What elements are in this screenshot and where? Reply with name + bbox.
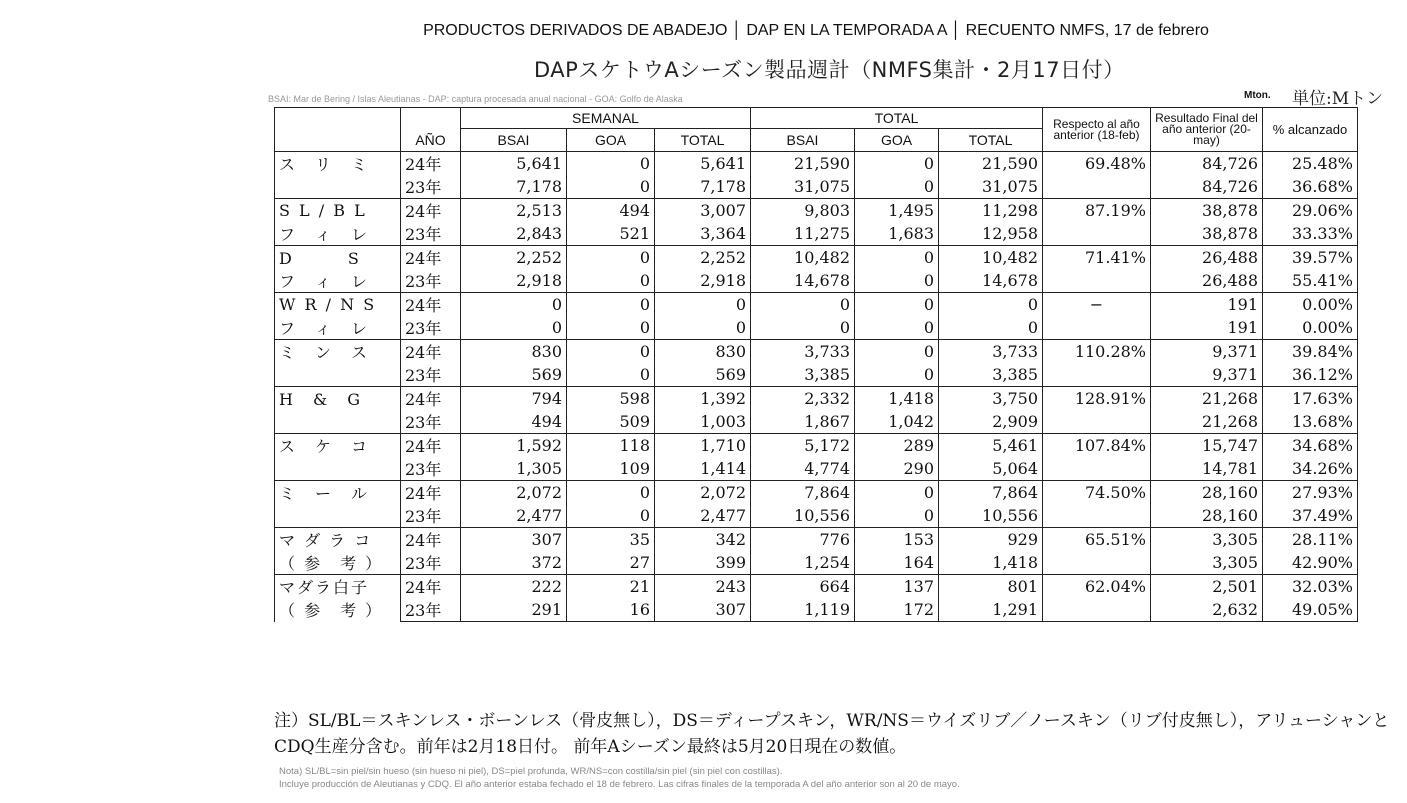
value-cell-tb: 2,332 — [751, 387, 855, 411]
value-cell-pct: 42.90% — [1263, 551, 1358, 575]
header-weekly-total: TOTAL — [655, 129, 751, 152]
note-spanish-line-2: Incluye producción de Aleutianas y CDQ. El año anterior estaba fechado el 18 de febrero. Las cifras finales de la temporada A del año anterior son al 20 de mayo. — [279, 779, 960, 790]
value-cell-tb: 776 — [751, 528, 855, 552]
value-cell-pct: 36.68% — [1263, 175, 1358, 199]
table-row — [275, 504, 1358, 528]
table-row — [275, 481, 1358, 505]
value-cell-wb: 222 — [461, 575, 567, 599]
value-cell-wt: 1,392 — [655, 387, 751, 411]
value-cell-fin: 15,747 — [1151, 434, 1263, 458]
value-cell-wg: 598 — [567, 387, 655, 411]
value-cell-wg: 21 — [567, 575, 655, 599]
value-cell-prev — [1043, 504, 1151, 528]
value-cell-wt: 307 — [655, 598, 751, 622]
product-jp-cell: （ 参 考 ） — [275, 551, 401, 575]
value-cell-tb: 10,482 — [751, 246, 855, 270]
value-cell-pct: 17.63% — [1263, 387, 1358, 411]
table-row — [275, 293, 1358, 317]
value-cell-tg: 172 — [855, 598, 939, 622]
header-total-goa: GOA — [855, 129, 939, 152]
value-cell-tg: 0 — [855, 363, 939, 387]
value-cell-wt: 569 — [655, 363, 751, 387]
table-row — [275, 551, 1358, 575]
value-cell-tt: 12,958 — [939, 222, 1043, 246]
value-cell-pct: 0.00% — [1263, 293, 1358, 317]
note-spanish — [279, 765, 960, 791]
value-cell-wg: 0 — [567, 481, 655, 505]
note-spanish-line-1: Nota) SL/BL=sin piel/sin hueso (sin hueso ni piel), DS=piel profunda, WR/NS=con costilla/sin piel (sin piel con costillas). — [279, 766, 783, 777]
value-cell-tb: 3,733 — [751, 340, 855, 364]
header-weekly: SEMANAL — [461, 108, 751, 129]
year-cell: 24年 — [401, 434, 461, 458]
value-cell-prev — [1043, 551, 1151, 575]
value-cell-wb: 7,178 — [461, 175, 567, 199]
header-prev-final: Resultado Final del año anterior (20-may) — [1151, 108, 1263, 152]
value-cell-wg: 509 — [567, 410, 655, 434]
value-cell-wt: 1,003 — [655, 410, 751, 434]
product-jp-cell: マダラ白子 — [275, 575, 401, 599]
value-cell-tg: 290 — [855, 457, 939, 481]
value-cell-fin: 28,160 — [1151, 504, 1263, 528]
value-cell-prev — [1043, 363, 1151, 387]
value-cell-tg: 164 — [855, 551, 939, 575]
value-cell-tg: 1,495 — [855, 199, 939, 223]
value-cell-tt: 801 — [939, 575, 1043, 599]
value-cell-wt: 3,007 — [655, 199, 751, 223]
title-spanish: PRODUCTOS DERIVADOS DE ABADEJO │ DAP EN LA TEMPORADA A │ RECUENTO NMFS, 17 de febrero — [423, 22, 1209, 39]
value-cell-wg: 0 — [567, 175, 655, 199]
value-cell-tb: 3,385 — [751, 363, 855, 387]
product-jp-cell: マ ダ ラ コ — [275, 528, 401, 552]
value-cell-tg: 1,683 — [855, 222, 939, 246]
value-cell-fin: 3,305 — [1151, 528, 1263, 552]
value-cell-wb: 494 — [461, 410, 567, 434]
value-cell-tb: 11,275 — [751, 222, 855, 246]
value-cell-tt: 1,291 — [939, 598, 1043, 622]
value-cell-prev — [1043, 457, 1151, 481]
value-cell-wt: 0 — [655, 293, 751, 317]
value-cell-fin: 191 — [1151, 316, 1263, 340]
year-cell: 23年 — [401, 457, 461, 481]
value-cell-prev: 69.48% — [1043, 152, 1151, 176]
product-jp-cell — [275, 363, 401, 387]
value-cell-prev: 62.04% — [1043, 575, 1151, 599]
table-row — [275, 575, 1358, 599]
year-cell: 23年 — [401, 598, 461, 622]
value-cell-wg: 35 — [567, 528, 655, 552]
value-cell-prev — [1043, 316, 1151, 340]
value-cell-tt: 31,075 — [939, 175, 1043, 199]
product-jp-cell: （ 参 考 ） — [275, 598, 401, 622]
value-cell-tg: 0 — [855, 246, 939, 270]
product-jp-cell: ミ ン ス — [275, 340, 401, 364]
header-weekly-bsai: BSAI — [461, 129, 567, 152]
value-cell-pct: 39.84% — [1263, 340, 1358, 364]
header-prev-year: Respecto al año anterior (18-feb) — [1043, 108, 1151, 152]
table-row — [275, 434, 1358, 458]
value-cell-tt: 0 — [939, 316, 1043, 340]
value-cell-prev: 65.51% — [1043, 528, 1151, 552]
value-cell-fin: 84,726 — [1151, 152, 1263, 176]
value-cell-fin: 2,632 — [1151, 598, 1263, 622]
table-row — [275, 598, 1358, 622]
year-cell: 24年 — [401, 152, 461, 176]
value-cell-pct: 49.05% — [1263, 598, 1358, 622]
value-cell-pct: 33.33% — [1263, 222, 1358, 246]
value-cell-wt: 399 — [655, 551, 751, 575]
header-row-1 — [275, 108, 1358, 129]
value-cell-tt: 3,385 — [939, 363, 1043, 387]
value-cell-prev: 107.84% — [1043, 434, 1151, 458]
value-cell-tg: 0 — [855, 293, 939, 317]
value-cell-wg: 0 — [567, 340, 655, 364]
value-cell-tg: 289 — [855, 434, 939, 458]
value-cell-tg: 1,042 — [855, 410, 939, 434]
value-cell-prev: 128.91% — [1043, 387, 1151, 411]
value-cell-wg: 521 — [567, 222, 655, 246]
year-cell: 24年 — [401, 246, 461, 270]
product-jp-cell — [275, 175, 401, 199]
value-cell-tg: 0 — [855, 175, 939, 199]
value-cell-wb: 830 — [461, 340, 567, 364]
value-cell-wg: 118 — [567, 434, 655, 458]
value-cell-wt: 3,364 — [655, 222, 751, 246]
year-cell: 23年 — [401, 222, 461, 246]
value-cell-tb: 0 — [751, 316, 855, 340]
value-cell-wb: 0 — [461, 293, 567, 317]
year-cell: 23年 — [401, 316, 461, 340]
value-cell-pct: 28.11% — [1263, 528, 1358, 552]
value-cell-prev: − — [1043, 293, 1151, 317]
value-cell-pct: 32.03% — [1263, 575, 1358, 599]
value-cell-wb: 372 — [461, 551, 567, 575]
value-cell-wg: 16 — [567, 598, 655, 622]
value-cell-wg: 0 — [567, 363, 655, 387]
value-cell-fin: 21,268 — [1151, 410, 1263, 434]
header-product — [275, 108, 401, 152]
value-cell-wt: 1,414 — [655, 457, 751, 481]
product-jp-cell: ス ケ コ — [275, 434, 401, 458]
value-cell-tt: 0 — [939, 293, 1043, 317]
value-cell-tg: 0 — [855, 269, 939, 293]
table-body — [275, 152, 1358, 622]
header-blank — [401, 108, 461, 129]
value-cell-prev — [1043, 175, 1151, 199]
value-cell-wt: 2,477 — [655, 504, 751, 528]
value-cell-fin: 3,305 — [1151, 551, 1263, 575]
value-cell-wg: 109 — [567, 457, 655, 481]
unit-spanish: Mton. — [1244, 90, 1271, 101]
year-cell: 24年 — [401, 481, 461, 505]
value-cell-fin: 2,501 — [1151, 575, 1263, 599]
value-cell-wt: 7,178 — [655, 175, 751, 199]
value-cell-prev: 87.19% — [1043, 199, 1151, 223]
value-cell-pct: 29.06% — [1263, 199, 1358, 223]
table-row — [275, 316, 1358, 340]
year-cell: 24年 — [401, 528, 461, 552]
value-cell-tb: 14,678 — [751, 269, 855, 293]
header-year: AÑO — [401, 129, 461, 152]
value-cell-wg: 0 — [567, 316, 655, 340]
value-cell-fin: 26,488 — [1151, 269, 1263, 293]
value-cell-tt: 21,590 — [939, 152, 1043, 176]
value-cell-fin: 21,268 — [1151, 387, 1263, 411]
value-cell-wt: 1,710 — [655, 434, 751, 458]
legend-text: BSAI: Mar de Bering / Islas Aleutianas - DAP: captura procesada anual nacional - GOA: Golfo de Alaska — [268, 94, 683, 104]
value-cell-tb: 0 — [751, 293, 855, 317]
value-cell-pct: 0.00% — [1263, 316, 1358, 340]
value-cell-tb: 1,254 — [751, 551, 855, 575]
value-cell-wg: 0 — [567, 152, 655, 176]
value-cell-tg: 0 — [855, 316, 939, 340]
value-cell-fin: 9,371 — [1151, 363, 1263, 387]
value-cell-pct: 25.48% — [1263, 152, 1358, 176]
value-cell-wb: 2,843 — [461, 222, 567, 246]
value-cell-tg: 137 — [855, 575, 939, 599]
value-cell-prev — [1043, 598, 1151, 622]
year-cell: 23年 — [401, 410, 461, 434]
value-cell-tt: 929 — [939, 528, 1043, 552]
year-cell: 23年 — [401, 551, 461, 575]
value-cell-fin: 9,371 — [1151, 340, 1263, 364]
table-row — [275, 152, 1358, 176]
value-cell-wt: 830 — [655, 340, 751, 364]
value-cell-wg: 494 — [567, 199, 655, 223]
value-cell-tb: 664 — [751, 575, 855, 599]
value-cell-tt: 5,461 — [939, 434, 1043, 458]
value-cell-wb: 307 — [461, 528, 567, 552]
value-cell-tt: 7,864 — [939, 481, 1043, 505]
value-cell-pct: 36.12% — [1263, 363, 1358, 387]
value-cell-pct: 27.93% — [1263, 481, 1358, 505]
value-cell-tt: 14,678 — [939, 269, 1043, 293]
value-cell-wt: 2,252 — [655, 246, 751, 270]
value-cell-tg: 0 — [855, 481, 939, 505]
value-cell-pct: 55.41% — [1263, 269, 1358, 293]
table-row — [275, 269, 1358, 293]
value-cell-pct: 34.68% — [1263, 434, 1358, 458]
value-cell-wg: 27 — [567, 551, 655, 575]
value-cell-tb: 31,075 — [751, 175, 855, 199]
year-cell: 24年 — [401, 575, 461, 599]
unit-japanese: 単位:Mトン — [1292, 89, 1384, 109]
value-cell-fin: 28,160 — [1151, 481, 1263, 505]
product-jp-cell: フ ィ レ — [275, 316, 401, 340]
value-cell-tb: 5,172 — [751, 434, 855, 458]
value-cell-tt: 2,909 — [939, 410, 1043, 434]
product-jp-cell — [275, 504, 401, 528]
value-cell-wb: 2,477 — [461, 504, 567, 528]
table-row — [275, 199, 1358, 223]
value-cell-tt: 10,482 — [939, 246, 1043, 270]
value-cell-wg: 0 — [567, 246, 655, 270]
value-cell-tt: 3,733 — [939, 340, 1043, 364]
value-cell-pct: 37.49% — [1263, 504, 1358, 528]
value-cell-wb: 2,252 — [461, 246, 567, 270]
title-japanese: DAPスケトウAシーズン製品週計（NMFS集計・2月17日付） — [534, 58, 1125, 82]
value-cell-fin: 191 — [1151, 293, 1263, 317]
value-cell-wb: 2,072 — [461, 481, 567, 505]
table-row — [275, 222, 1358, 246]
value-cell-fin: 26,488 — [1151, 246, 1263, 270]
year-cell: 24年 — [401, 199, 461, 223]
product-jp-cell — [275, 410, 401, 434]
value-cell-wt: 0 — [655, 316, 751, 340]
value-cell-pct: 13.68% — [1263, 410, 1358, 434]
value-cell-tb: 7,864 — [751, 481, 855, 505]
header-total-bsai: BSAI — [751, 129, 855, 152]
table-row — [275, 246, 1358, 270]
product-jp-cell: ス リ ミ — [275, 152, 401, 176]
value-cell-fin: 14,781 — [1151, 457, 1263, 481]
value-cell-prev — [1043, 269, 1151, 293]
value-cell-tt: 5,064 — [939, 457, 1043, 481]
product-jp-cell: H & G — [275, 387, 401, 411]
product-jp-cell: S L / B L — [275, 199, 401, 223]
value-cell-prev — [1043, 222, 1151, 246]
value-cell-wt: 2,918 — [655, 269, 751, 293]
note-japanese: 注）SL/BL＝スキンレス・ボーンレス（骨皮無し），DS＝ディープスキン，WR/NS＝ウイズリブ／ノースキン（リブ付皮無し），アリューシャンとCDQ生産分含む。前年は2月18日付。 前年Aシーズン最終は5月20日現在の数値。 — [274, 711, 1390, 757]
value-cell-tg: 153 — [855, 528, 939, 552]
table-row — [275, 175, 1358, 199]
value-cell-tb: 1,867 — [751, 410, 855, 434]
value-cell-fin: 38,878 — [1151, 199, 1263, 223]
value-cell-wt: 5,641 — [655, 152, 751, 176]
product-jp-cell: フ ィ レ — [275, 269, 401, 293]
value-cell-tb: 1,119 — [751, 598, 855, 622]
value-cell-wb: 1,592 — [461, 434, 567, 458]
value-cell-tb: 4,774 — [751, 457, 855, 481]
value-cell-tb: 21,590 — [751, 152, 855, 176]
value-cell-tt: 10,556 — [939, 504, 1043, 528]
value-cell-wt: 342 — [655, 528, 751, 552]
value-cell-prev: 74.50% — [1043, 481, 1151, 505]
product-jp-cell: D S — [275, 246, 401, 270]
value-cell-tt: 3,750 — [939, 387, 1043, 411]
table-row — [275, 410, 1358, 434]
header-weekly-goa: GOA — [567, 129, 655, 152]
value-cell-wt: 2,072 — [655, 481, 751, 505]
production-table — [274, 107, 1358, 622]
value-cell-prev: 71.41% — [1043, 246, 1151, 270]
year-cell: 24年 — [401, 387, 461, 411]
header-total: TOTAL — [751, 108, 1043, 129]
product-jp-cell: ミ ー ル — [275, 481, 401, 505]
table-row — [275, 528, 1358, 552]
value-cell-wb: 1,305 — [461, 457, 567, 481]
value-cell-pct: 39.57% — [1263, 246, 1358, 270]
product-jp-cell: W R / N S — [275, 293, 401, 317]
value-cell-prev: 110.28% — [1043, 340, 1151, 364]
year-cell: 23年 — [401, 175, 461, 199]
value-cell-wg: 0 — [567, 504, 655, 528]
year-cell: 24年 — [401, 293, 461, 317]
value-cell-wg: 0 — [567, 293, 655, 317]
value-cell-tg: 0 — [855, 504, 939, 528]
value-cell-wb: 569 — [461, 363, 567, 387]
value-cell-wb: 794 — [461, 387, 567, 411]
header-total-total: TOTAL — [939, 129, 1043, 152]
year-cell: 23年 — [401, 363, 461, 387]
value-cell-tg: 1,418 — [855, 387, 939, 411]
product-jp-cell — [275, 457, 401, 481]
table-row — [275, 340, 1358, 364]
value-cell-wb: 2,918 — [461, 269, 567, 293]
table-row — [275, 457, 1358, 481]
value-cell-wb: 5,641 — [461, 152, 567, 176]
product-jp-cell: フ ィ レ — [275, 222, 401, 246]
header-pct: % alcanzado — [1263, 108, 1358, 152]
year-cell: 23年 — [401, 504, 461, 528]
value-cell-fin: 38,878 — [1151, 222, 1263, 246]
table-row — [275, 363, 1358, 387]
value-cell-tt: 1,418 — [939, 551, 1043, 575]
value-cell-tg: 0 — [855, 340, 939, 364]
value-cell-wb: 2,513 — [461, 199, 567, 223]
value-cell-wt: 243 — [655, 575, 751, 599]
value-cell-wg: 0 — [567, 269, 655, 293]
year-cell: 24年 — [401, 340, 461, 364]
value-cell-tg: 0 — [855, 152, 939, 176]
value-cell-wb: 291 — [461, 598, 567, 622]
value-cell-pct: 34.26% — [1263, 457, 1358, 481]
value-cell-tb: 10,556 — [751, 504, 855, 528]
value-cell-tb: 9,803 — [751, 199, 855, 223]
value-cell-wb: 0 — [461, 316, 567, 340]
table-row — [275, 387, 1358, 411]
value-cell-fin: 84,726 — [1151, 175, 1263, 199]
value-cell-prev — [1043, 410, 1151, 434]
year-cell: 23年 — [401, 269, 461, 293]
value-cell-tt: 11,298 — [939, 199, 1043, 223]
